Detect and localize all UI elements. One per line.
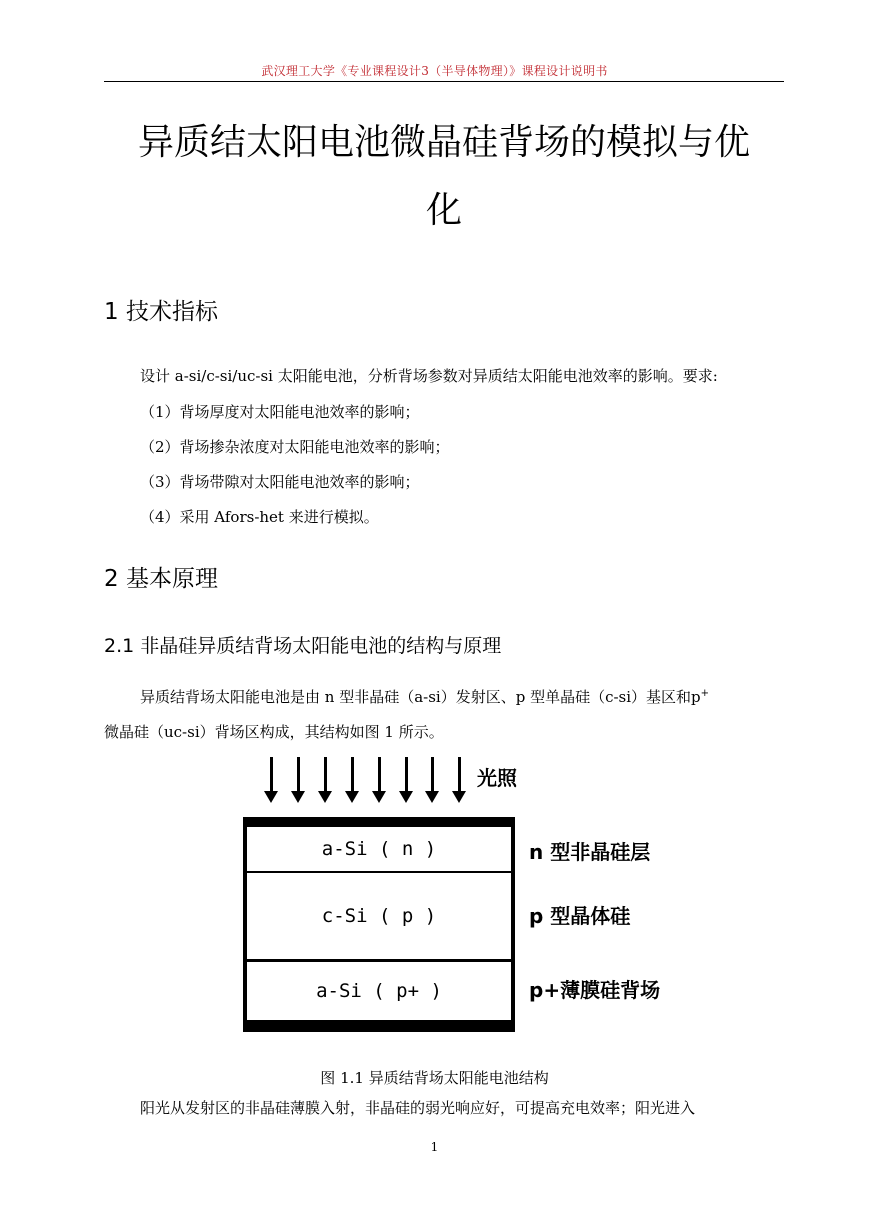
label-p-crystalline-silicon: p 型晶体硅 (529, 904, 631, 928)
page-header: 武汉理工大学《专业课程设计3（半导体物理）》课程设计说明书 (261, 64, 608, 78)
layer-c-si-p: c-Si ( p ) (243, 873, 515, 959)
label-p-plus-back-field: p+薄膜硅背场 (529, 978, 661, 1002)
bottom-contact (243, 1020, 515, 1032)
light-label: 光照 (477, 766, 517, 790)
light-arrow-icon (345, 757, 359, 803)
page-number: 1 (430, 1140, 439, 1154)
section-1-heading: 1 技术指标 (104, 299, 218, 325)
section-2-1-heading: 2.1 非晶硅异质结背场太阳能电池的结构与原理 (104, 635, 502, 657)
paragraph-line-2: 微晶硅（uc-si）背场区构成，其结构如图 1 所示。 (104, 723, 444, 741)
section-2-heading: 2 基本原理 (104, 566, 218, 592)
requirement-item-4: （4）采用 Afors-het 来进行模拟。 (140, 508, 379, 526)
document-title-line-2: 化 (425, 190, 462, 231)
header-rule (104, 81, 784, 82)
light-arrow-icon (372, 757, 386, 803)
requirement-item-1: （1）背场厚度对太阳能电池效率的影响； (140, 403, 420, 421)
layer-a-si-p-plus: a-Si ( p+ ) (243, 962, 515, 1020)
light-arrow-icon (452, 757, 466, 803)
light-arrow-icon (399, 757, 413, 803)
light-arrow-icon (291, 757, 305, 803)
light-arrow-icon (425, 757, 439, 803)
body-paragraph: 阳光从发射区的非晶硅薄膜入射，非晶硅的弱光响应好，可提高充电效率；阳光进入 (140, 1099, 696, 1117)
layer-a-si-n: a-Si ( n ) (243, 827, 515, 871)
paragraph-line-1: 异质结背场太阳能电池是由 n 型非晶硅（a-si）发射区、p 型单晶硅（c-si）基区和p+ (140, 688, 710, 706)
figure-caption: 图 1.1 异质结背场太阳能电池结构 (320, 1069, 549, 1087)
superscript-plus: + (700, 688, 710, 699)
top-contact (243, 817, 515, 827)
label-n-amorphous-layer: n 型非晶硅层 (529, 840, 651, 864)
section-1-intro: 设计 a-si/c-si/uc-si 太阳能电池，分析背场参数对异质结太阳能电池效率的影响。要求: (140, 367, 718, 385)
requirement-item-3: （3）背场带隙对太阳能电池效率的影响； (140, 473, 420, 491)
light-arrow-icon (264, 757, 278, 803)
light-arrow-icon (318, 757, 332, 803)
document-title-line-1: 异质结太阳电池微晶硅背场的模拟与优 (137, 122, 750, 163)
requirement-item-2: （2）背场掺杂浓度对太阳能电池效率的影响； (140, 438, 450, 456)
